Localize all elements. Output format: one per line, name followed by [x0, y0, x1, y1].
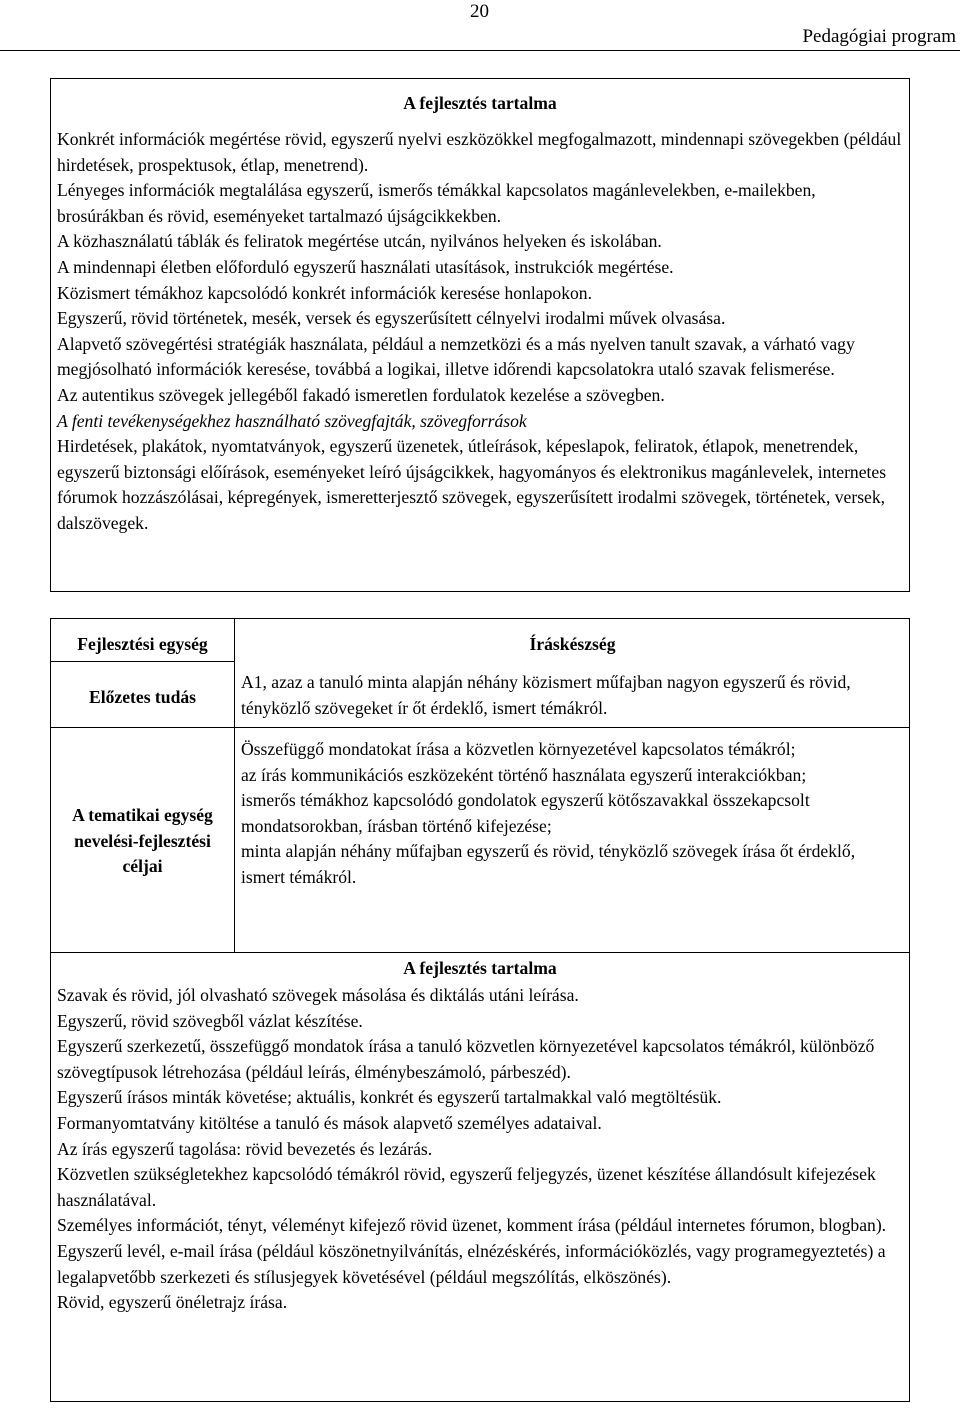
paragraph: Közismert témákhoz kapcsolódó konkrét információk keresése honlapokon.: [57, 282, 592, 303]
content-item: Az írás egyszerű tagolása: rövid bevezetés és lezárás.: [57, 1138, 433, 1159]
prior-knowledge-value: A1, azaz a tanuló minta alapján néhány közismert műfajban nagyon egyszerű és rövid, tényközlő szövegeket ír őt érdeklő, ismert témákról.: [241, 672, 851, 718]
content-item: Személyes információt, tényt, véleményt kifejező rövid üzenet, komment írása (például internetes fórumon, blogban).: [57, 1215, 887, 1236]
goal-item: Összefüggő mondatokat írása a közvetlen környezetével kapcsolatos témákról;: [241, 739, 796, 759]
row-divider: [51, 727, 909, 728]
content-item: Közvetlen szükségletekhez kapcsolódó témákról rövid, egyszerű feljegyzés, üzenet készítése állandósult kifejezések használatával.: [57, 1164, 876, 1210]
paragraph: Konkrét információk megértése rövid, egyszerű nyelvi eszközökkel megfogalmazott, mindennapi szövegekben (például hirdetések, prospektusok, étlap, menetrend).: [57, 129, 902, 175]
paragraph: Egyszerű, rövid történetek, mesék, versek és egyszerűsített célnyelvi irodalmi művek olvasása.: [57, 308, 726, 329]
goal-item: az írás kommunikációs eszközeként történő használata egyszerű interakciókban;: [241, 764, 807, 785]
paragraph: Az autentikus szövegek jellegéből fakadó ismeretlen fordulatok kezelése a szövegben.: [57, 384, 665, 405]
content-item: Szavak és rövid, jól olvasható szövegek másolása és diktálás utáni leírása.: [57, 985, 579, 1005]
prior-knowledge-label: Előzetes tudás: [88, 687, 197, 707]
unit-value: Íráskészség: [529, 634, 616, 654]
paragraph: Alapvető szövegértési stratégiák használata, például a nemzetközi és a más nyelven tanult szavak, a várható vagy megjósolható információk keresése, továbbá a logikai, illetve időrendi kapcsolatokra utaló szavak felismerése.: [57, 333, 855, 380]
goal-item: minta alapján néhány műfajban egyszerű és rövid, tényközlő szövegek írása őt érdeklő, ismert témákról.: [241, 841, 856, 887]
section-body: [57, 127, 905, 537]
row-divider: [51, 661, 234, 662]
content-list: [57, 983, 905, 1316]
running-title: Pedagógiai program: [802, 26, 956, 47]
content-item: Egyszerű szerkezetű, összefüggő mondatok írása a tanuló közvetlen környezetével kapcsolatos témákról, különböző szövegtípusok létrehozása (például leírás, élménybeszámoló, párbeszéd).: [57, 1036, 875, 1082]
section-title: A fejlesztés tartalma: [403, 93, 557, 113]
writing-skills-table: [50, 618, 910, 1402]
column-divider: [234, 619, 235, 952]
content-item: Egyszerű, rövid szövegből vázlat készítése.: [57, 1010, 363, 1031]
row-divider: [51, 952, 909, 953]
goals-label: A tematikai egység nevelési-fejlesztési céljai: [72, 805, 213, 877]
paragraph: Lényeges információk megtalálása egyszerű, ismerős témákkal kapcsolatos magánlevelekben, e-mailekben, brosúrákban és rövid, eseményeket tartalmazó újságcikkekben.: [57, 180, 816, 226]
content-item: Egyszerű levél, e-mail írása (például köszönetnyilvánítás, elnézéskérés, információközlés, vagy programegyeztetés) a legalapvetőbb szerkezeti és stílusjegyek követésével (például megszólítás, elköszönés).: [57, 1240, 886, 1287]
goals-list: [241, 737, 903, 891]
content-title: A fejlesztés tartalma: [403, 958, 557, 978]
text-types-subheading: A fenti tevékenységekhez használható szövegfajták, szövegforrások: [57, 410, 527, 431]
page-number: 20: [470, 1, 489, 22]
paragraph: A mindennapi életben előforduló egyszerű használati utasítások, instrukciók megértése.: [57, 256, 674, 277]
content-box-reading: [50, 78, 910, 592]
content-item: Egyszerű írásos minták követése; aktuális, konkrét és egyszerű tartalmakkal való megtöltésük.: [57, 1087, 722, 1108]
text-types-list: Hirdetések, plakátok, nyomtatványok, egyszerű üzenetek, útleírások, képeslapok, feliratok, étlapok, menetrendek, egyszerű biztonsági előírások, eseményeket leíró újságcikkek, hagyományos és elektronikus magánlevelek, internetes fórumok hozzászólásai, képregények, ismeretterjesztő szövegek, egyszerűsített irodalmi szövegek, történetek, versek, dalszövegek.: [57, 436, 887, 533]
paragraph: A közhasználatú táblák és feliratok megértése utcán, nyilvános helyeken és iskolában.: [57, 231, 662, 252]
unit-label: Fejlesztési egység: [77, 634, 208, 654]
header-rule: [0, 50, 960, 51]
content-item: Rövid, egyszerű önéletrajz írása.: [57, 1292, 288, 1313]
goal-item: ismerős témákhoz kapcsolódó gondolatok egyszerű kötőszavakkal összekapcsolt mondatsorokban, írásban történő kifejezése;: [241, 790, 810, 836]
content-item: Formanyomtatvány kitöltése a tanuló és mások alapvető személyes adataival.: [57, 1112, 602, 1133]
